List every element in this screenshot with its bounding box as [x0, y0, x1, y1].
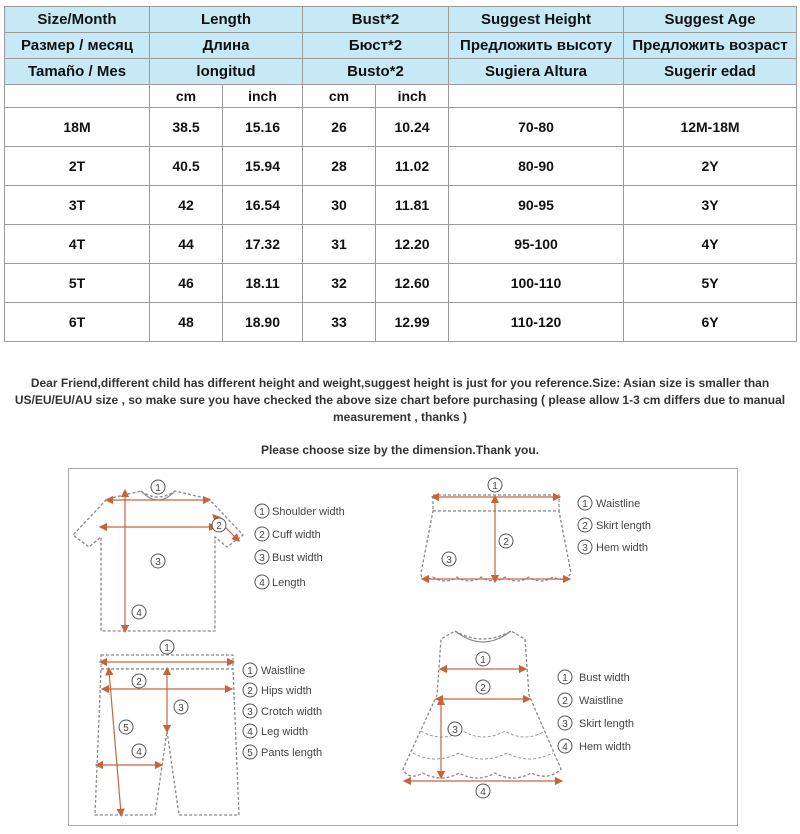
table-cell: 32 [303, 264, 376, 303]
svg-text:1: 1 [492, 481, 498, 492]
svg-text:4: 4 [136, 747, 142, 758]
dress-label-hem: Hem width [579, 741, 631, 753]
header-size: Size/Month [5, 7, 150, 33]
svg-text:1: 1 [259, 507, 265, 518]
svg-text:2: 2 [480, 683, 486, 694]
dress-label-waistline: Waistline [579, 695, 624, 707]
tshirt-label-cuff: Cuff width [272, 529, 321, 541]
header-age: Suggest Age [624, 7, 797, 33]
note-line-3: measurement , thanks ) [332, 410, 468, 424]
dress-label-bust: Bust width [579, 672, 630, 684]
dress-diagram [403, 631, 634, 798]
note-choose-size: Please choose size by the dimension.Thank you. [260, 443, 540, 457]
tshirt-label-bust: Bust width [272, 552, 323, 564]
table-cell: 10.24 [376, 108, 449, 147]
table-row [5, 225, 797, 264]
unit-cell: cm [303, 85, 376, 108]
unit-cell [624, 85, 797, 108]
size-chart-table [4, 6, 797, 342]
table-cell: 12.20 [376, 225, 449, 264]
unit-cell: cm [150, 85, 223, 108]
table-cell: 16.54 [223, 186, 303, 225]
table-cell: 15.94 [223, 147, 303, 186]
table-cell: 100-110 [449, 264, 624, 303]
note-line-2: US/EU/EU/AU size , so make sure you have checked the above size chart before purchasing ( please allow 1-3 cm differs due to manual [14, 393, 786, 407]
unit-cell: inch [376, 85, 449, 108]
svg-text:3: 3 [178, 703, 184, 714]
svg-text:5: 5 [123, 723, 129, 734]
table-cell: 18M [5, 108, 150, 147]
table-cell: 26 [303, 108, 376, 147]
unit-cell: inch [223, 85, 303, 108]
table-cell: 46 [150, 264, 223, 303]
header-age: Предложить возраст [624, 33, 797, 59]
header-bust: Bust*2 [303, 7, 449, 33]
svg-text:2: 2 [136, 677, 142, 688]
table-cell: 3T [5, 186, 150, 225]
table-cell: 70-80 [449, 108, 624, 147]
table-cell: 18.11 [223, 264, 303, 303]
svg-text:3: 3 [582, 543, 588, 554]
svg-text:1: 1 [164, 643, 170, 654]
table-cell: 28 [303, 147, 376, 186]
svg-text:2: 2 [503, 537, 509, 548]
header-size: Tamaño / Mes [5, 59, 150, 85]
svg-text:3: 3 [562, 719, 568, 730]
svg-text:1: 1 [155, 483, 161, 494]
unit-row [5, 85, 797, 108]
svg-text:2: 2 [247, 686, 253, 697]
table-cell: 17.32 [223, 225, 303, 264]
svg-text:1: 1 [480, 655, 486, 666]
svg-text:3: 3 [446, 555, 452, 566]
table-cell: 40.5 [150, 147, 223, 186]
table-cell: 95-100 [449, 225, 624, 264]
svg-text:3: 3 [247, 707, 253, 718]
table-cell: 6Y [624, 303, 797, 342]
pants-label-leg: Leg width [261, 726, 309, 738]
pants-diagram [95, 640, 322, 815]
tshirt-diagram [73, 480, 345, 631]
table-cell: 11.02 [376, 147, 449, 186]
svg-text:1: 1 [582, 499, 588, 510]
table-cell: 5Y [624, 264, 797, 303]
table-cell: 4T [5, 225, 150, 264]
svg-text:3: 3 [259, 553, 265, 564]
dress-label-skirt-length: Skirt length [579, 718, 635, 730]
header-length: Длина [150, 33, 303, 59]
svg-text:2: 2 [582, 521, 588, 532]
table-cell: 48 [150, 303, 223, 342]
table-cell: 44 [150, 225, 223, 264]
unit-cell [5, 85, 150, 108]
table-row [5, 264, 797, 303]
header-length: longitud [150, 59, 303, 85]
svg-text:4: 4 [562, 742, 568, 753]
table-cell: 2T [5, 147, 150, 186]
table-cell: 110-120 [449, 303, 624, 342]
svg-text:3: 3 [452, 725, 458, 736]
table-cell: 11.81 [376, 186, 449, 225]
table-cell: 38.5 [150, 108, 223, 147]
header-height: Suggest Height [449, 7, 624, 33]
table-cell: 42 [150, 186, 223, 225]
table-cell: 6T [5, 303, 150, 342]
pants-label-length: Pants length [261, 747, 323, 759]
table-row [5, 147, 797, 186]
header-bust: Бюст*2 [303, 33, 449, 59]
svg-text:2: 2 [562, 696, 568, 707]
table-cell: 5T [5, 264, 150, 303]
table-cell: 12.99 [376, 303, 449, 342]
header-age: Sugerir edad [624, 59, 797, 85]
svg-text:4: 4 [247, 727, 253, 738]
header-height: Предложить высоту [449, 33, 624, 59]
header-row-spanish [5, 59, 797, 85]
table-cell: 90-95 [449, 186, 624, 225]
table-cell: 80-90 [449, 147, 624, 186]
pants-label-waistline: Waistline [261, 665, 306, 677]
header-row-russian [5, 33, 797, 59]
measurement-diagram-panel [68, 468, 738, 826]
header-length: Length [150, 7, 303, 33]
table-cell: 12M-18M [624, 108, 797, 147]
skirt-label-length: Skirt length [596, 520, 652, 532]
table-cell: 30 [303, 186, 376, 225]
table-cell: 2Y [624, 147, 797, 186]
svg-text:5: 5 [247, 748, 253, 759]
table-cell: 15.16 [223, 108, 303, 147]
table-row [5, 303, 797, 342]
table-row [5, 108, 797, 147]
note-line-1: Dear Friend,different child has different height and weight,suggest height is just for you reference.Size: Asian size is smaller than [30, 376, 770, 390]
pants-label-crotch: Crotch width [261, 706, 323, 718]
pants-label-hips: Hips width [261, 685, 312, 697]
skirt-label-waistline: Waistline [596, 498, 641, 510]
tshirt-label-shoulder: Shoulder width [272, 506, 345, 518]
skirt-outline [421, 511, 571, 581]
table-cell: 31 [303, 225, 376, 264]
svg-text:2: 2 [216, 521, 222, 532]
svg-text:1: 1 [247, 666, 253, 677]
table-cell: 4Y [624, 225, 797, 264]
header-size: Размер / месяц [5, 33, 150, 59]
svg-text:4: 4 [259, 578, 265, 589]
svg-text:4: 4 [136, 608, 142, 619]
skirt-diagram [421, 478, 651, 581]
svg-text:1: 1 [562, 673, 568, 684]
svg-text:4: 4 [480, 787, 486, 798]
unit-cell [449, 85, 624, 108]
svg-text:2: 2 [259, 530, 265, 541]
table-cell: 3Y [624, 186, 797, 225]
table-cell: 18.90 [223, 303, 303, 342]
header-bust: Busto*2 [303, 59, 449, 85]
table-cell: 12.60 [376, 264, 449, 303]
header-row-english [5, 7, 797, 33]
header-height: Sugiera Altura [449, 59, 624, 85]
tshirt-label-length: Length [272, 577, 306, 589]
table-cell: 33 [303, 303, 376, 342]
table-row [5, 186, 797, 225]
skirt-label-hem: Hem width [596, 542, 648, 554]
svg-text:3: 3 [155, 557, 161, 568]
